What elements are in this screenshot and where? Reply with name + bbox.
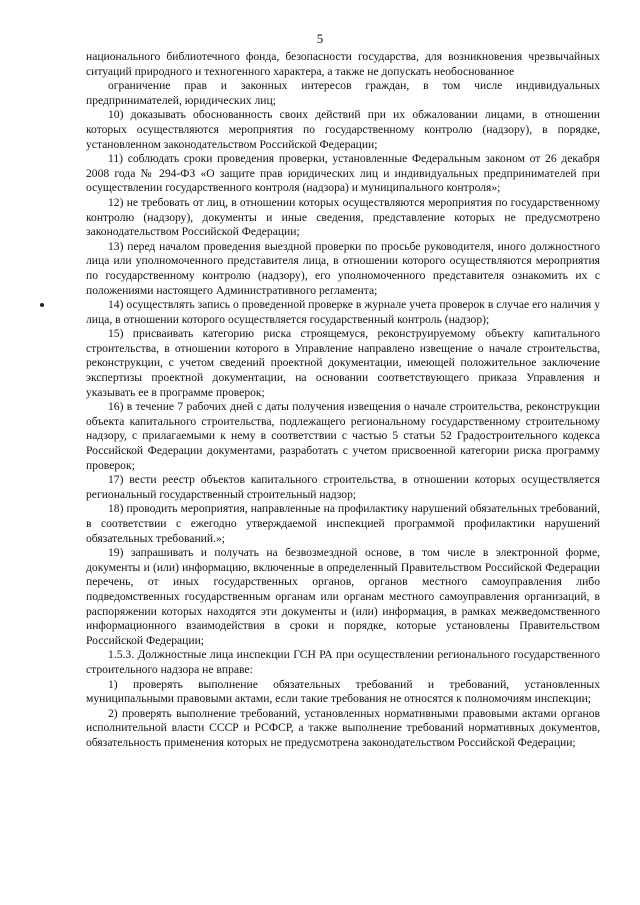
paragraph: национального библиотечного фонда, безопасности государства, для возникновения чрезвычайных ситуаций природного и техногенного характера, а также не допускать необоснованное — [86, 50, 600, 78]
paragraph: 18) проводить мероприятия, направленные на профилактику нарушений обязательных требований, в соответствии с ежегодно утверждаемой инспекцией программой профилактики нарушений обязательных требований.»; — [86, 502, 600, 545]
document-body — [86, 50, 600, 751]
paragraph: 16) в течение 7 рабочих дней с даты получения извещения о начале строительства, реконструкции объекта капитального строительства, подлежащего региональному государственному строительному надзору, с прилагаемыми к нему в соответствии с частью 5 статьи 52 Градостроительного кодекса Российской Федерации документами, разработать с учетом присвоенной категории риска программу проверок; — [86, 400, 600, 472]
paragraph: 10) доказывать обоснованность своих действий при их обжаловании лицами, в отношении которых осуществляются мероприятия по государственному контролю (надзору), в порядке, установленном законодательством Российской Федерации; — [86, 108, 600, 151]
paragraph: 1) проверять выполнение обязательных требований и требований, установленных муниципальными правовыми актами, если такие требования не относятся к полномочиям инспекции; — [86, 677, 600, 706]
paragraph: 11) соблюдать сроки проведения проверки, установленные Федеральным законом от 26 декабря 2008 года № 294-ФЗ «О защите прав юридических лиц и индивидуальных предпринимателей при осуществлении государственного контроля (надзора) и муниципального контроля»; — [86, 152, 600, 195]
paragraph: 2) проверять выполнение требований, установленных нормативными правовыми актами органов исполнительной власти СССР и РСФСР, а также выполнение требований нормативных документов, обязательность применения которых не предусмотрена законодательством Российской Федерации; — [86, 706, 600, 749]
paragraph: 15) присваивать категорию риска строящемуся, реконструируемому объекту капитального строительства, в отношении которого в Управление направлено извещение о начале строительства, реконструкции, с учетом сведений проектной документации, имеющей положительное заключение экспертизы проектной документации, на основании соответствующего приказа Управления и указывать ее в программе проверок; — [86, 327, 600, 399]
paragraph: 12) не требовать от лиц, в отношении которых осуществляются мероприятия по государственному контролю (надзору), документы и иные сведения, представление которых не предусмотрено законодательством Российской Федерации; — [86, 195, 600, 239]
page-number: 5 — [316, 31, 324, 46]
paragraph: 13) перед началом проведения выездной проверки по просьбе руководителя, иного должностного лица или уполномоченного представителя лица, в отношении которого осуществляются мероприятия по государственному контролю (надзору), его уполномоченного представителя ознакомить их с положениями настоящего Административного регламента; — [86, 239, 600, 297]
paragraph: 1.5.3. Должностные лица инспекции ГСН РА при осуществлении регионального государственного строительного надзора не вправе: — [86, 648, 600, 676]
paragraph: 19) запрашивать и получать на безвозмездной основе, в том числе в электронной форме, документы и (или) информацию, включенные в определенный Правительством Российской Федерации перечень, от иных государственных органов, органов местного самоуправления либо подведомственных государственным органам или органам местного самоуправления организаций, в распоряжении которых находятся эти документы и (или) информация, в рамках межведомственного информационного взаимодействия в сроки и порядке, которые установлены Правительством Российской Федерации; — [86, 546, 600, 647]
paragraph: ограничение прав и законных интересов граждан, в том числе индивидуальных предпринимателей, юридических лиц; — [86, 79, 600, 107]
paragraph: 17) вести реестр объектов капитального строительства, в отношении которых осуществляется региональный государственный строительный надзор; — [86, 473, 600, 501]
paragraph: 14) осуществлять запись о проведенной проверке в журнале учета проверок в случае его наличия у лица, в отношении которого осуществляется государственный контроль (надзор); — [86, 298, 600, 326]
margin-dot — [40, 303, 44, 307]
